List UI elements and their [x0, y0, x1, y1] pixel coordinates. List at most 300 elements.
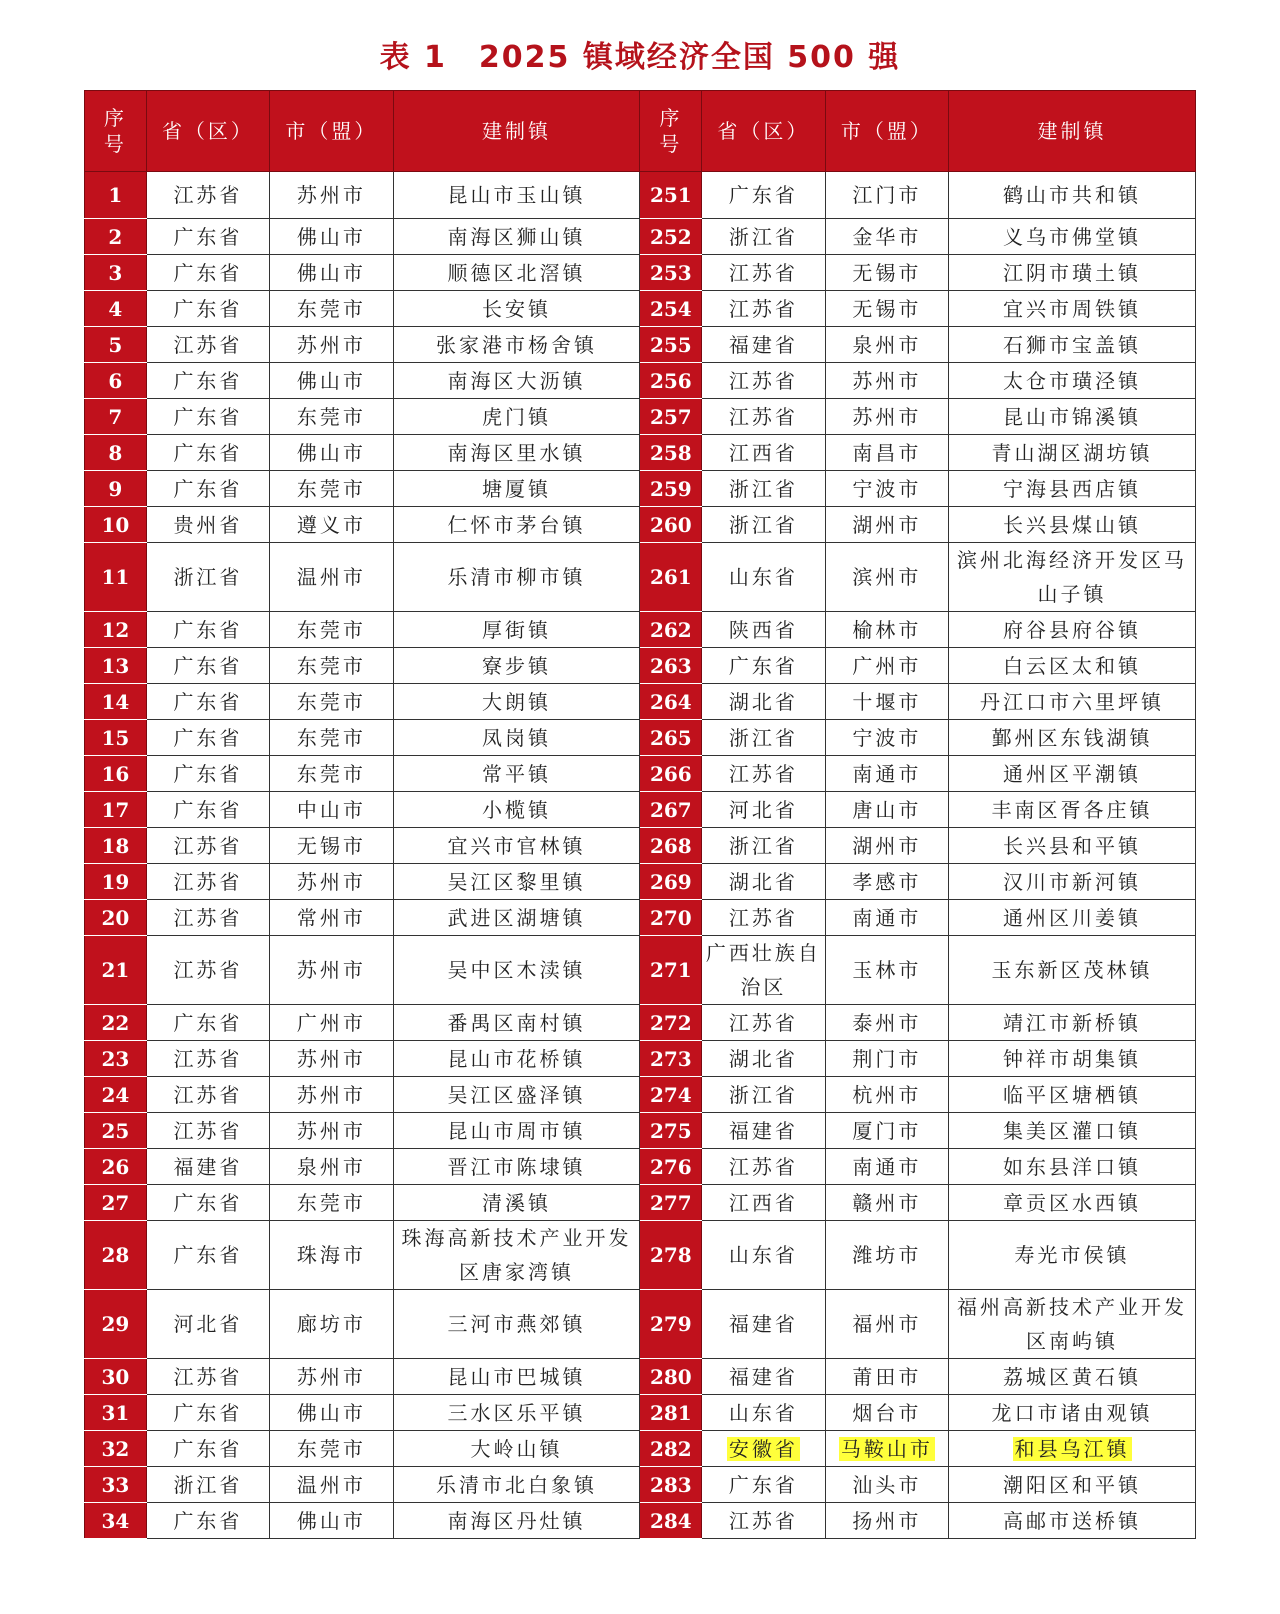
cell-rank-left: 20 — [85, 900, 147, 936]
cell-province-left: 广东省 — [146, 612, 269, 648]
cell-province-left: 广东省 — [146, 1503, 269, 1539]
header-province-right: 省（区） — [702, 91, 825, 172]
cell-rank-right: 266 — [640, 756, 702, 792]
cell-town-left: 仁怀市茅台镇 — [393, 507, 640, 543]
cell-province-right: 江苏省 — [702, 1503, 825, 1539]
cell-rank-right: 278 — [640, 1221, 702, 1290]
cell-town-right: 寿光市侯镇 — [949, 1221, 1196, 1290]
table-row — [85, 399, 1196, 435]
cell-rank-left: 9 — [85, 471, 147, 507]
cell-rank-right: 276 — [640, 1149, 702, 1185]
cell-province-right: 江苏省 — [702, 1149, 825, 1185]
cell-rank-left: 1 — [85, 172, 147, 219]
cell-town-left: 大岭山镇 — [393, 1431, 640, 1467]
cell-rank-left: 10 — [85, 507, 147, 543]
cell-province-left: 广东省 — [146, 792, 269, 828]
cell-town-right: 福州高新技术产业开发区南屿镇 — [949, 1290, 1196, 1359]
cell-city-left: 东莞市 — [270, 1185, 393, 1221]
cell-city-left: 苏州市 — [270, 327, 393, 363]
cell-town-right: 府谷县府谷镇 — [949, 612, 1196, 648]
cell-town-right: 荔城区黄石镇 — [949, 1359, 1196, 1395]
cell-town-right: 长兴县和平镇 — [949, 828, 1196, 864]
cell-rank-right: 271 — [640, 936, 702, 1005]
cell-town-right: 丹江口市六里坪镇 — [949, 684, 1196, 720]
cell-province-left: 江苏省 — [146, 936, 269, 1005]
cell-province-right: 江西省 — [702, 435, 825, 471]
table-row — [85, 792, 1196, 828]
cell-city-right: 苏州市 — [825, 363, 948, 399]
cell-province-left: 广东省 — [146, 1431, 269, 1467]
cell-rank-left: 18 — [85, 828, 147, 864]
cell-rank-left: 21 — [85, 936, 147, 1005]
cell-rank-right: 252 — [640, 219, 702, 255]
cell-rank-left: 13 — [85, 648, 147, 684]
cell-city-right: 江门市 — [825, 172, 948, 219]
cell-province-right: 广东省 — [702, 172, 825, 219]
cell-rank-right: 277 — [640, 1185, 702, 1221]
cell-rank-right: 282 — [640, 1431, 702, 1467]
table-row — [85, 435, 1196, 471]
cell-rank-left: 22 — [85, 1005, 147, 1041]
cell-town-right — [949, 1431, 1196, 1467]
cell-town-left: 张家港市杨舍镇 — [393, 327, 640, 363]
cell-city-right: 广州市 — [825, 648, 948, 684]
cell-province-left: 江苏省 — [146, 172, 269, 219]
cell-town-left: 三河市燕郊镇 — [393, 1290, 640, 1359]
table-row — [85, 255, 1196, 291]
header-province-left: 省（区） — [146, 91, 269, 172]
cell-province-left: 广东省 — [146, 684, 269, 720]
cell-town-right: 白云区太和镇 — [949, 648, 1196, 684]
cell-province-right: 浙江省 — [702, 1077, 825, 1113]
cell-province-right: 浙江省 — [702, 471, 825, 507]
cell-province-right: 山东省 — [702, 543, 825, 612]
cell-rank-right: 264 — [640, 684, 702, 720]
cell-town-left: 塘厦镇 — [393, 471, 640, 507]
cell-province-right: 江苏省 — [702, 291, 825, 327]
cell-city-right — [825, 1431, 948, 1467]
cell-province-left: 广东省 — [146, 471, 269, 507]
table-row — [85, 612, 1196, 648]
cell-city-left: 广州市 — [270, 1005, 393, 1041]
cell-province-right: 湖北省 — [702, 864, 825, 900]
cell-rank-left: 8 — [85, 435, 147, 471]
cell-city-right: 荆门市 — [825, 1041, 948, 1077]
cell-rank-right: 254 — [640, 291, 702, 327]
cell-province-right: 福建省 — [702, 1290, 825, 1359]
cell-town-left: 南海区大沥镇 — [393, 363, 640, 399]
cell-rank-right: 257 — [640, 399, 702, 435]
cell-town-left: 吴中区木渎镇 — [393, 936, 640, 1005]
cell-city-left: 泉州市 — [270, 1149, 393, 1185]
cell-town-left: 大朗镇 — [393, 684, 640, 720]
cell-city-right: 无锡市 — [825, 255, 948, 291]
cell-rank-left: 27 — [85, 1185, 147, 1221]
cell-rank-left: 16 — [85, 756, 147, 792]
cell-town-right: 靖江市新桥镇 — [949, 1005, 1196, 1041]
cell-rank-right: 272 — [640, 1005, 702, 1041]
table-row — [85, 1431, 1196, 1467]
cell-province-right: 浙江省 — [702, 219, 825, 255]
table-row — [85, 1005, 1196, 1041]
cell-city-left: 常州市 — [270, 900, 393, 936]
cell-province-right: 湖北省 — [702, 684, 825, 720]
cell-province-right: 山东省 — [702, 1395, 825, 1431]
cell-town-left: 乐清市柳市镇 — [393, 543, 640, 612]
cell-rank-left: 6 — [85, 363, 147, 399]
cell-town-right: 高邮市送桥镇 — [949, 1503, 1196, 1539]
cell-province-left: 广东省 — [146, 219, 269, 255]
cell-city-left: 苏州市 — [270, 1113, 393, 1149]
cell-province-left: 广东省 — [146, 1221, 269, 1290]
table-row — [85, 900, 1196, 936]
cell-city-right: 无锡市 — [825, 291, 948, 327]
cell-province-right: 福建省 — [702, 327, 825, 363]
cell-rank-left: 24 — [85, 1077, 147, 1113]
cell-province-left: 江苏省 — [146, 828, 269, 864]
cell-rank-left: 5 — [85, 327, 147, 363]
table-row — [85, 1077, 1196, 1113]
cell-town-left: 常平镇 — [393, 756, 640, 792]
cell-rank-right: 255 — [640, 327, 702, 363]
cell-province-left: 江苏省 — [146, 1113, 269, 1149]
cell-town-right: 潮阳区和平镇 — [949, 1467, 1196, 1503]
cell-province-right: 浙江省 — [702, 828, 825, 864]
cell-province-right: 福建省 — [702, 1113, 825, 1149]
cell-town-right: 钟祥市胡集镇 — [949, 1041, 1196, 1077]
cell-province-left: 浙江省 — [146, 543, 269, 612]
cell-town-right: 玉东新区茂林镇 — [949, 936, 1196, 1005]
cell-city-right: 玉林市 — [825, 936, 948, 1005]
cell-rank-left: 29 — [85, 1290, 147, 1359]
cell-town-right: 太仓市璜泾镇 — [949, 363, 1196, 399]
cell-city-left: 珠海市 — [270, 1221, 393, 1290]
cell-town-right: 龙口市诸由观镇 — [949, 1395, 1196, 1431]
cell-province-right: 山东省 — [702, 1221, 825, 1290]
cell-rank-left: 25 — [85, 1113, 147, 1149]
cell-rank-left: 31 — [85, 1395, 147, 1431]
cell-town-left: 三水区乐平镇 — [393, 1395, 640, 1431]
table-row — [85, 471, 1196, 507]
cell-province-right: 江苏省 — [702, 363, 825, 399]
cell-town-left: 昆山市巴城镇 — [393, 1359, 640, 1395]
cell-city-right: 厦门市 — [825, 1113, 948, 1149]
cell-province-right: 湖北省 — [702, 1041, 825, 1077]
cell-city-right: 泉州市 — [825, 327, 948, 363]
cell-town-right: 昆山市锦溪镇 — [949, 399, 1196, 435]
cell-rank-left: 34 — [85, 1503, 147, 1539]
cell-city-right: 唐山市 — [825, 792, 948, 828]
cell-city-left: 佛山市 — [270, 435, 393, 471]
cell-rank-right: 261 — [640, 543, 702, 612]
cell-province-right: 江苏省 — [702, 255, 825, 291]
table-row — [85, 1185, 1196, 1221]
cell-province-left: 江苏省 — [146, 900, 269, 936]
cell-rank-left: 4 — [85, 291, 147, 327]
cell-town-left: 寮步镇 — [393, 648, 640, 684]
cell-town-left: 厚街镇 — [393, 612, 640, 648]
cell-city-left: 东莞市 — [270, 399, 393, 435]
cell-province-right: 广东省 — [702, 648, 825, 684]
cell-province-right: 江苏省 — [702, 900, 825, 936]
header-city-right: 市（盟） — [825, 91, 948, 172]
cell-rank-right: 251 — [640, 172, 702, 219]
cell-town-right: 章贡区水西镇 — [949, 1185, 1196, 1221]
table-row — [85, 1041, 1196, 1077]
cell-province-left: 广东省 — [146, 291, 269, 327]
cell-rank-right: 262 — [640, 612, 702, 648]
cell-city-right: 南通市 — [825, 1149, 948, 1185]
cell-province-left: 江苏省 — [146, 327, 269, 363]
cell-rank-right: 280 — [640, 1359, 702, 1395]
cell-city-left: 苏州市 — [270, 172, 393, 219]
cell-rank-right: 263 — [640, 648, 702, 684]
cell-town-left: 吴江区黎里镇 — [393, 864, 640, 900]
cell-city-right: 杭州市 — [825, 1077, 948, 1113]
cell-rank-left: 3 — [85, 255, 147, 291]
table-row — [85, 1395, 1196, 1431]
cell-city-left: 遵义市 — [270, 507, 393, 543]
cell-city-left: 东莞市 — [270, 471, 393, 507]
table-row — [85, 648, 1196, 684]
cell-town-left: 昆山市周市镇 — [393, 1113, 640, 1149]
table-row — [85, 756, 1196, 792]
cell-town-right: 义乌市佛堂镇 — [949, 219, 1196, 255]
cell-city-right: 金华市 — [825, 219, 948, 255]
table-title: 表 1 2025 镇域经济全国 500 强 — [379, 40, 901, 75]
cell-city-right: 扬州市 — [825, 1503, 948, 1539]
table-row — [85, 1359, 1196, 1395]
cell-city-left: 东莞市 — [270, 720, 393, 756]
cell-rank-left: 14 — [85, 684, 147, 720]
cell-town-right: 通州区平潮镇 — [949, 756, 1196, 792]
cell-city-left: 苏州市 — [270, 864, 393, 900]
cell-province-right: 江苏省 — [702, 1005, 825, 1041]
cell-city-right: 烟台市 — [825, 1395, 948, 1431]
table-row — [85, 936, 1196, 1005]
cell-province-right: 广东省 — [702, 1467, 825, 1503]
cell-town-right: 通州区川姜镇 — [949, 900, 1196, 936]
cell-town-left: 小榄镇 — [393, 792, 640, 828]
cell-city-right: 南昌市 — [825, 435, 948, 471]
cell-town-right: 滨州北海经济开发区马山子镇 — [949, 543, 1196, 612]
cell-town-right: 宜兴市周铁镇 — [949, 291, 1196, 327]
header-seq-left: 序 号 — [85, 91, 147, 172]
cell-province-left: 广东省 — [146, 255, 269, 291]
cell-city-right: 宁波市 — [825, 471, 948, 507]
cell-province-left: 广东省 — [146, 399, 269, 435]
cell-town-left: 清溪镇 — [393, 1185, 640, 1221]
highlighted-text: 马鞍山市 — [840, 1436, 933, 1461]
table-row — [85, 363, 1196, 399]
cell-town-left: 凤岗镇 — [393, 720, 640, 756]
table-row — [85, 1290, 1196, 1359]
table-row — [85, 1503, 1196, 1539]
header-city-left: 市（盟） — [270, 91, 393, 172]
cell-rank-right: 260 — [640, 507, 702, 543]
cell-province-left: 河北省 — [146, 1290, 269, 1359]
cell-town-right: 集美区灌口镇 — [949, 1113, 1196, 1149]
cell-province-left: 浙江省 — [146, 1467, 269, 1503]
highlighted-text: 安徽省 — [728, 1436, 798, 1461]
cell-town-right: 鹤山市共和镇 — [949, 172, 1196, 219]
table-row — [85, 1149, 1196, 1185]
header-town-right: 建制镇 — [949, 91, 1196, 172]
table-row — [85, 172, 1196, 219]
cell-city-left: 东莞市 — [270, 756, 393, 792]
cell-town-left: 南海区丹灶镇 — [393, 1503, 640, 1539]
cell-rank-right: 256 — [640, 363, 702, 399]
cell-town-right: 鄞州区东钱湖镇 — [949, 720, 1196, 756]
cell-city-left: 苏州市 — [270, 1041, 393, 1077]
cell-province-left: 广东省 — [146, 435, 269, 471]
cell-city-right: 湖州市 — [825, 507, 948, 543]
cell-rank-left: 32 — [85, 1431, 147, 1467]
cell-rank-right: 283 — [640, 1467, 702, 1503]
table-row — [85, 219, 1196, 255]
cell-city-right: 宁波市 — [825, 720, 948, 756]
cell-city-right: 潍坊市 — [825, 1221, 948, 1290]
cell-rank-right: 281 — [640, 1395, 702, 1431]
cell-town-left: 乐清市北白象镇 — [393, 1467, 640, 1503]
cell-province-right: 江苏省 — [702, 756, 825, 792]
table-row — [85, 507, 1196, 543]
cell-city-right: 赣州市 — [825, 1185, 948, 1221]
cell-town-right: 如东县洋口镇 — [949, 1149, 1196, 1185]
cell-city-left: 佛山市 — [270, 363, 393, 399]
cell-city-right: 湖州市 — [825, 828, 948, 864]
cell-city-right: 孝感市 — [825, 864, 948, 900]
cell-city-right: 十堰市 — [825, 684, 948, 720]
cell-city-right: 莆田市 — [825, 1359, 948, 1395]
cell-city-right: 泰州市 — [825, 1005, 948, 1041]
cell-rank-left: 19 — [85, 864, 147, 900]
cell-rank-left: 23 — [85, 1041, 147, 1077]
table-row — [85, 291, 1196, 327]
cell-city-left: 佛山市 — [270, 1395, 393, 1431]
cell-rank-right: 270 — [640, 900, 702, 936]
cell-province-left: 广东省 — [146, 648, 269, 684]
cell-city-left: 苏州市 — [270, 936, 393, 1005]
cell-city-right: 南通市 — [825, 756, 948, 792]
cell-city-left: 东莞市 — [270, 684, 393, 720]
cell-rank-right: 273 — [640, 1041, 702, 1077]
ranking-table — [84, 90, 1196, 1539]
cell-town-right: 汉川市新河镇 — [949, 864, 1196, 900]
cell-town-right: 丰南区胥各庄镇 — [949, 792, 1196, 828]
cell-province-left: 广东省 — [146, 1005, 269, 1041]
cell-rank-left: 15 — [85, 720, 147, 756]
cell-town-right: 石狮市宝盖镇 — [949, 327, 1196, 363]
cell-province-right: 浙江省 — [702, 507, 825, 543]
cell-city-left: 苏州市 — [270, 1359, 393, 1395]
cell-province-right: 江西省 — [702, 1185, 825, 1221]
cell-rank-left: 2 — [85, 219, 147, 255]
cell-town-right: 临平区塘栖镇 — [949, 1077, 1196, 1113]
cell-town-left: 长安镇 — [393, 291, 640, 327]
cell-rank-left: 33 — [85, 1467, 147, 1503]
cell-city-right: 南通市 — [825, 900, 948, 936]
cell-city-left: 温州市 — [270, 543, 393, 612]
cell-province-right — [702, 1431, 825, 1467]
cell-rank-left: 30 — [85, 1359, 147, 1395]
cell-city-left: 苏州市 — [270, 1077, 393, 1113]
cell-town-left: 武进区湖塘镇 — [393, 900, 640, 936]
cell-city-right: 福州市 — [825, 1290, 948, 1359]
cell-rank-right: 258 — [640, 435, 702, 471]
cell-province-right: 广西壮族自治区 — [702, 936, 825, 1005]
cell-rank-left: 28 — [85, 1221, 147, 1290]
cell-rank-right: 275 — [640, 1113, 702, 1149]
cell-town-left: 珠海高新技术产业开发区唐家湾镇 — [393, 1221, 640, 1290]
cell-town-left: 虎门镇 — [393, 399, 640, 435]
cell-province-right: 浙江省 — [702, 720, 825, 756]
cell-town-left: 吴江区盛泽镇 — [393, 1077, 640, 1113]
cell-town-left: 宜兴市官林镇 — [393, 828, 640, 864]
cell-city-left: 东莞市 — [270, 291, 393, 327]
cell-city-left: 东莞市 — [270, 1431, 393, 1467]
cell-province-left: 广东省 — [146, 720, 269, 756]
cell-rank-right: 279 — [640, 1290, 702, 1359]
table-row — [85, 864, 1196, 900]
cell-town-right: 长兴县煤山镇 — [949, 507, 1196, 543]
cell-province-right: 陕西省 — [702, 612, 825, 648]
cell-city-left: 中山市 — [270, 792, 393, 828]
cell-town-left: 番禺区南村镇 — [393, 1005, 640, 1041]
cell-rank-left: 7 — [85, 399, 147, 435]
cell-rank-left: 11 — [85, 543, 147, 612]
cell-city-left: 温州市 — [270, 1467, 393, 1503]
cell-rank-left: 17 — [85, 792, 147, 828]
table-row — [85, 828, 1196, 864]
cell-city-left: 无锡市 — [270, 828, 393, 864]
cell-rank-right: 267 — [640, 792, 702, 828]
cell-town-left: 昆山市玉山镇 — [393, 172, 640, 219]
cell-province-left: 江苏省 — [146, 1359, 269, 1395]
cell-rank-left: 26 — [85, 1149, 147, 1185]
cell-city-left: 东莞市 — [270, 648, 393, 684]
cell-province-right: 福建省 — [702, 1359, 825, 1395]
cell-city-left: 佛山市 — [270, 1503, 393, 1539]
table-row — [85, 1221, 1196, 1290]
cell-rank-right: 259 — [640, 471, 702, 507]
cell-rank-right: 253 — [640, 255, 702, 291]
highlighted-text: 和县乌江镇 — [1014, 1436, 1130, 1461]
header-town-left: 建制镇 — [393, 91, 640, 172]
cell-town-left: 昆山市花桥镇 — [393, 1041, 640, 1077]
cell-province-left: 广东省 — [146, 1395, 269, 1431]
cell-town-left: 南海区里水镇 — [393, 435, 640, 471]
cell-province-right: 河北省 — [702, 792, 825, 828]
cell-rank-right: 284 — [640, 1503, 702, 1539]
cell-city-right: 苏州市 — [825, 399, 948, 435]
cell-rank-right: 268 — [640, 828, 702, 864]
cell-town-left: 顺德区北滘镇 — [393, 255, 640, 291]
cell-rank-right: 265 — [640, 720, 702, 756]
cell-city-right: 滨州市 — [825, 543, 948, 612]
cell-province-left: 贵州省 — [146, 507, 269, 543]
cell-city-right: 榆林市 — [825, 612, 948, 648]
cell-city-left: 廊坊市 — [270, 1290, 393, 1359]
cell-city-left: 佛山市 — [270, 255, 393, 291]
cell-province-left: 江苏省 — [146, 1041, 269, 1077]
table-row — [85, 720, 1196, 756]
header-row — [85, 91, 1196, 172]
cell-town-left: 南海区狮山镇 — [393, 219, 640, 255]
cell-town-right: 江阴市璜土镇 — [949, 255, 1196, 291]
cell-province-left: 广东省 — [146, 756, 269, 792]
cell-rank-right: 274 — [640, 1077, 702, 1113]
